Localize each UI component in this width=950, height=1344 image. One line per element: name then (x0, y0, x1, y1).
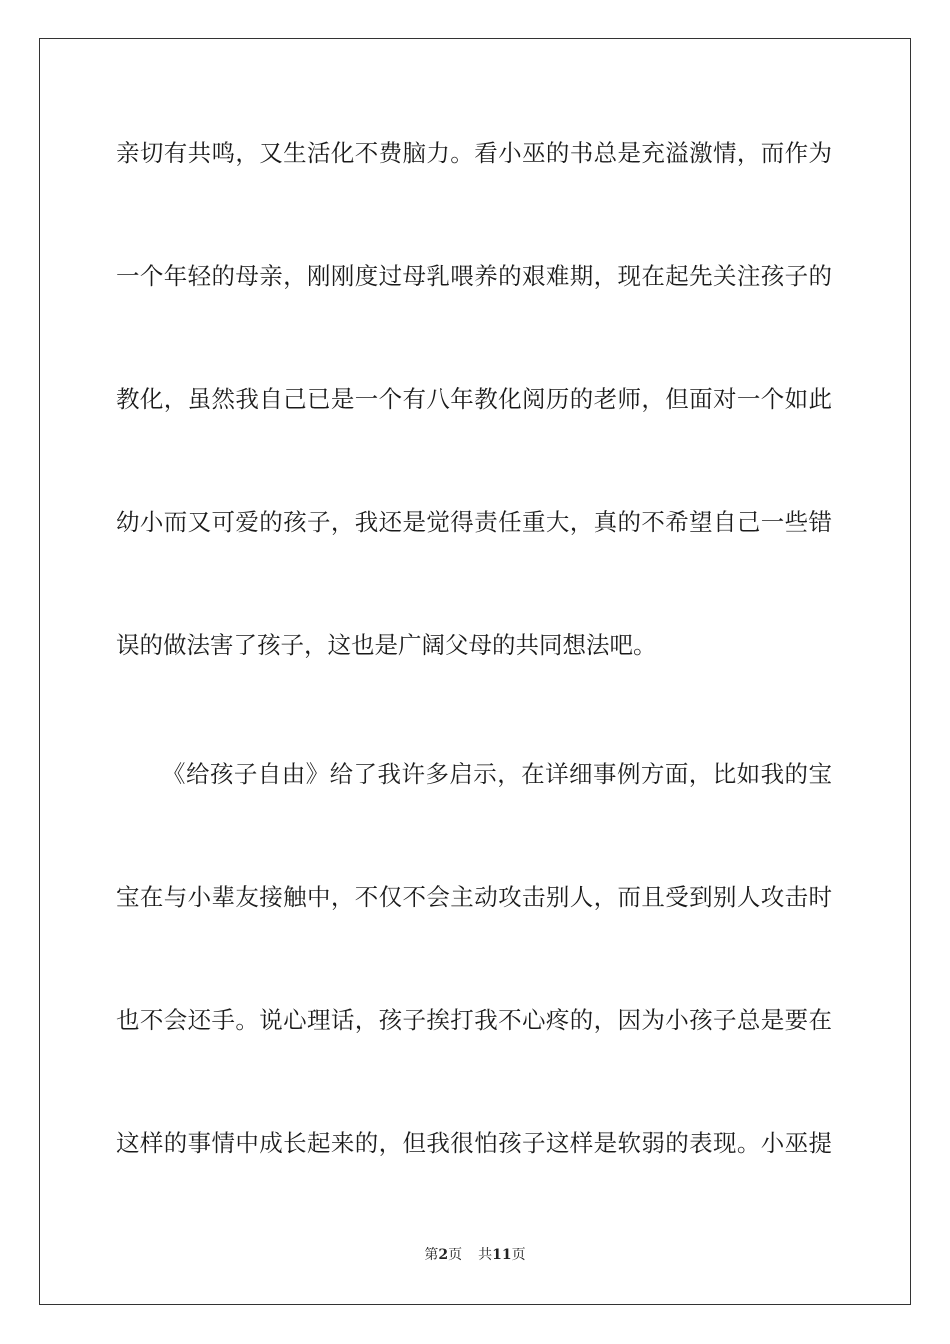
footer-total-pages: 11 (492, 1247, 512, 1263)
page-border (39, 38, 911, 1305)
text-line-5: 误的做法害了孩子，这也是广阔父母的共同想法吧。 (116, 631, 657, 659)
footer-total-suffix: 页 (511, 1247, 526, 1263)
text-line-3: 教化，虽然我自己已是一个有八年教化阅历的老师，但面对一个如此 (116, 385, 832, 413)
text-line-2: 一个年轻的母亲，刚刚度过母乳喂养的艰难期，现在起先关注孩子的 (116, 262, 832, 290)
footer-total-prefix: 共 (478, 1247, 493, 1263)
text-line-6: 《给孩子自由》给了我许多启示，在详细事例方面，比如我的宝 (162, 760, 832, 788)
text-line-9: 这样的事情中成长起来的，但我很怕孩子这样是软弱的表现。小巫提 (116, 1129, 832, 1157)
text-line-1: 亲切有共鸣，又生活化不费脑力。看小巫的书总是充溢激情，而作为 (116, 139, 832, 167)
text-line-8: 也不会还手。说心理话，孩子挨打我不心疼的，因为小孩子总是要在 (116, 1006, 832, 1034)
footer-page-number: 2 (438, 1247, 449, 1263)
page-footer (0, 1245, 950, 1265)
text-line-4: 幼小而又可爱的孩子，我还是觉得责任重大，真的不希望自己一些错 (116, 508, 832, 536)
text-line-7: 宝在与小辈友接触中，不仅不会主动攻击别人，而且受到别人攻击时 (116, 883, 832, 911)
footer-page-prefix: 第 (424, 1247, 439, 1263)
footer-page-suffix: 页 (448, 1247, 463, 1263)
